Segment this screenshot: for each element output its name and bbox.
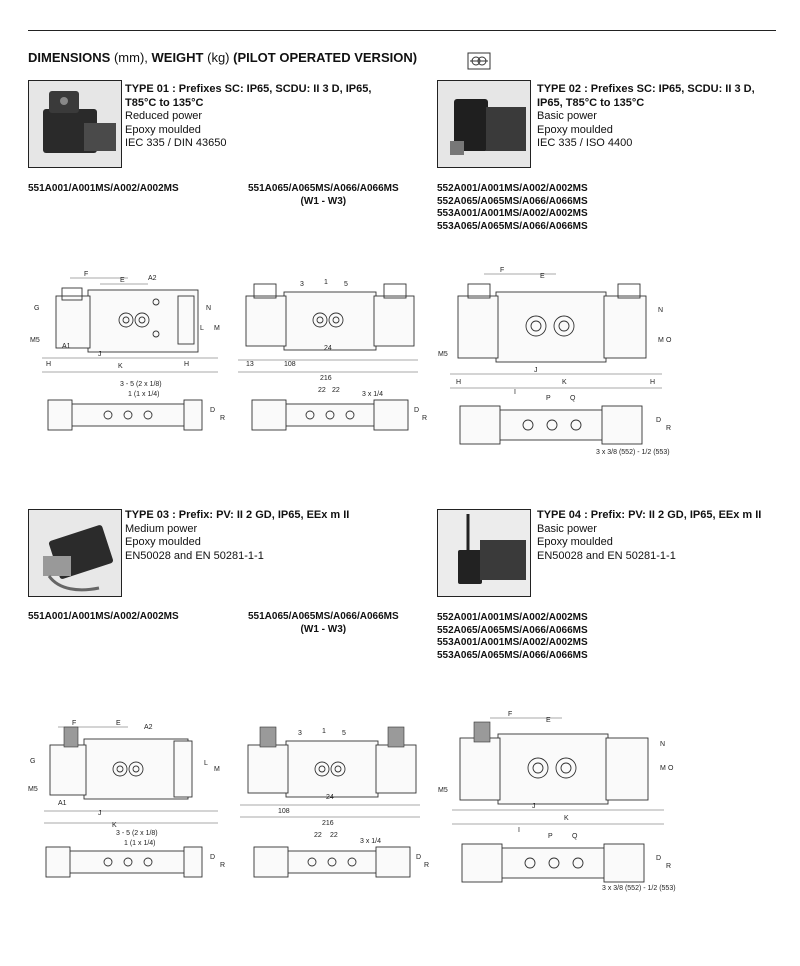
svg-text:H: H [46,361,52,368]
svg-text:F: F [72,720,77,727]
svg-text:N: N [660,741,666,748]
svg-text:J: J [98,810,102,817]
svg-text:3 - 5 (2 x 1/8): 3 - 5 (2 x 1/8) [120,381,162,388]
svg-text:3 x 1/4: 3 x 1/4 [360,838,382,845]
svg-text:3 x 3/8 (552) - 1/2 (553): 3 x 3/8 (552) - 1/2 (553) [596,449,670,456]
svg-text:H: H [650,379,656,386]
type04-spec: TYPE 04 : Prefix: PV: II 2 GD, IP65, EEx m II Basic power Epoxy moulded EN50028 and EN 50281-1-1 [537,509,762,562]
svg-text:D: D [656,855,662,862]
type04-drawing [436,706,676,906]
svg-text:L: L [204,760,208,767]
svg-text:D: D [210,854,216,861]
svg-text:24: 24 [324,345,332,352]
type01-spec: TYPE 01 : Prefixes SC: IP65, SCDU: II 3 D, IP65, T85°C to 135°C Reduced power Epoxy moulded IEC 335 / DIN 43650 [125,83,372,149]
type03-spec: TYPE 03 : Prefix: PV: II 2 GD, IP65, EEx m II Medium power Epoxy moulded EN50028 and EN 50281-1-1 [125,509,350,562]
svg-text:D: D [210,407,216,414]
svg-text:E: E [540,273,545,280]
svg-text:R: R [666,863,672,870]
svg-text:N: N [658,307,664,314]
svg-text:K: K [112,822,117,829]
type03-drawing-left [28,715,228,895]
type02-drawing [436,262,676,462]
svg-text:J: J [534,367,538,374]
type02-photo [437,80,531,168]
svg-text:1: 1 [324,279,328,286]
type01-codes-mid: 551A065/A065MS/A066/A066MS (W1 - W3) [248,183,399,207]
svg-text:M5: M5 [438,787,448,794]
svg-text:E: E [546,717,551,724]
type04-photo [437,509,531,597]
type03-title: TYPE 03 : Prefix: PV: II 2 GD, IP65, EEx m II [125,509,350,521]
svg-text:G: G [34,305,40,312]
type02-spec: TYPE 02 : Prefixes SC: IP65, SCDU: II 3 D, IP65, T85°C to 135°C Basic power Epoxy moulded IEC 335 / ISO 4400 [537,83,755,149]
svg-text:R: R [220,415,226,422]
svg-text:K: K [562,379,567,386]
svg-text:H: H [184,361,190,368]
svg-text:D: D [414,407,420,414]
svg-text:M: M [214,325,220,332]
svg-text:F: F [508,711,513,718]
svg-text:O: O [668,765,674,772]
type02-title-2: IP65, T85°C to 135°C [537,96,645,109]
svg-text:22: 22 [332,387,340,394]
svg-text:R: R [422,415,428,422]
svg-text:A1: A1 [62,343,71,350]
svg-text:M5: M5 [28,786,38,793]
svg-text:24: 24 [326,794,334,801]
pilot-valve-icon [467,52,491,70]
svg-text:P: P [548,833,553,840]
svg-text:M: M [658,337,664,344]
svg-text:A2: A2 [148,275,157,282]
svg-text:I: I [518,827,520,834]
type01-title-2: T85°C to 135°C [125,96,204,109]
svg-text:1 (1 x 1/4): 1 (1 x 1/4) [124,840,156,847]
type01-title: TYPE 01 : Prefixes SC: IP65, SCDU: II 3 D, IP65, [125,83,372,95]
svg-text:216: 216 [320,375,332,382]
type01-photo [28,80,122,168]
svg-text:M5: M5 [438,351,448,358]
svg-text:1: 1 [322,728,326,735]
type01-codes-left: 551A001/A001MS/A002/A002MS [28,183,179,194]
type03-codes-left: 551A001/A001MS/A002/A002MS [28,611,179,622]
svg-text:22: 22 [318,387,326,394]
svg-text:D: D [416,854,422,861]
svg-text:13: 13 [246,361,254,368]
svg-text:K: K [564,815,569,822]
svg-text:H: H [456,379,462,386]
svg-text:M5: M5 [30,337,40,344]
svg-text:A2: A2 [144,724,153,731]
svg-text:F: F [500,267,505,274]
type03-drawing-mid [230,715,430,895]
svg-text:F: F [84,271,89,278]
top-rule [28,30,776,31]
svg-text:A1: A1 [58,800,67,807]
type02-title: TYPE 02 : Prefixes SC: IP65, SCDU: II 3 D, [537,83,755,95]
svg-text:D: D [656,417,662,424]
svg-text:M: M [660,765,666,772]
svg-text:M: M [214,766,220,773]
svg-text:Q: Q [572,833,578,840]
type03-codes-mid: 551A065/A065MS/A066/A066MS (W1 - W3) [248,611,399,635]
svg-text:I: I [514,389,516,396]
type04-title: TYPE 04 : Prefix: PV: II 2 GD, IP65, EEx m II [537,509,762,521]
svg-text:J: J [532,803,536,810]
type04-codes: 552A001/A001MS/A002/A002MS 552A065/A065MS/A066/A066MS 553A001/A001MS/A002/A002MS 553A065/A065MS/A066/A066MS [437,612,588,661]
svg-text:P: P [546,395,551,402]
svg-text:5: 5 [344,281,348,288]
type01-drawing-mid [228,268,428,448]
svg-text:G: G [30,758,36,765]
svg-text:3 - 5 (2 x 1/8): 3 - 5 (2 x 1/8) [116,830,158,837]
svg-text:R: R [220,862,226,869]
type02-codes: 552A001/A001MS/A002/A002MS 552A065/A065MS/A066/A066MS 553A001/A001MS/A002/A002MS 553A065/A065MS/A066/A066MS [437,183,588,232]
svg-text:108: 108 [284,361,296,368]
svg-text:108: 108 [278,808,290,815]
svg-text:3 x 3/8 (552) - 1/2 (553): 3 x 3/8 (552) - 1/2 (553) [602,885,676,892]
svg-text:R: R [424,862,430,869]
svg-text:N: N [206,305,212,312]
svg-text:R: R [666,425,672,432]
svg-text:3 x 1/4: 3 x 1/4 [362,391,384,398]
svg-text:22: 22 [330,832,338,839]
svg-text:J: J [98,351,102,358]
svg-text:E: E [120,277,125,284]
type01-drawing-left [28,268,228,448]
svg-text:L: L [200,325,204,332]
svg-text:3: 3 [300,281,304,288]
svg-text:3: 3 [298,730,302,737]
svg-text:O: O [666,337,672,344]
svg-text:5: 5 [342,730,346,737]
type03-photo [28,509,122,597]
svg-text:216: 216 [322,820,334,827]
svg-text:22: 22 [314,832,322,839]
svg-text:1 (1 x 1/4): 1 (1 x 1/4) [128,391,160,398]
page-heading: DIMENSIONS (mm), WEIGHT (kg) (PILOT OPERATED VERSION) [28,50,418,65]
svg-text:Q: Q [570,395,576,402]
svg-text:K: K [118,363,123,370]
svg-text:E: E [116,720,121,727]
